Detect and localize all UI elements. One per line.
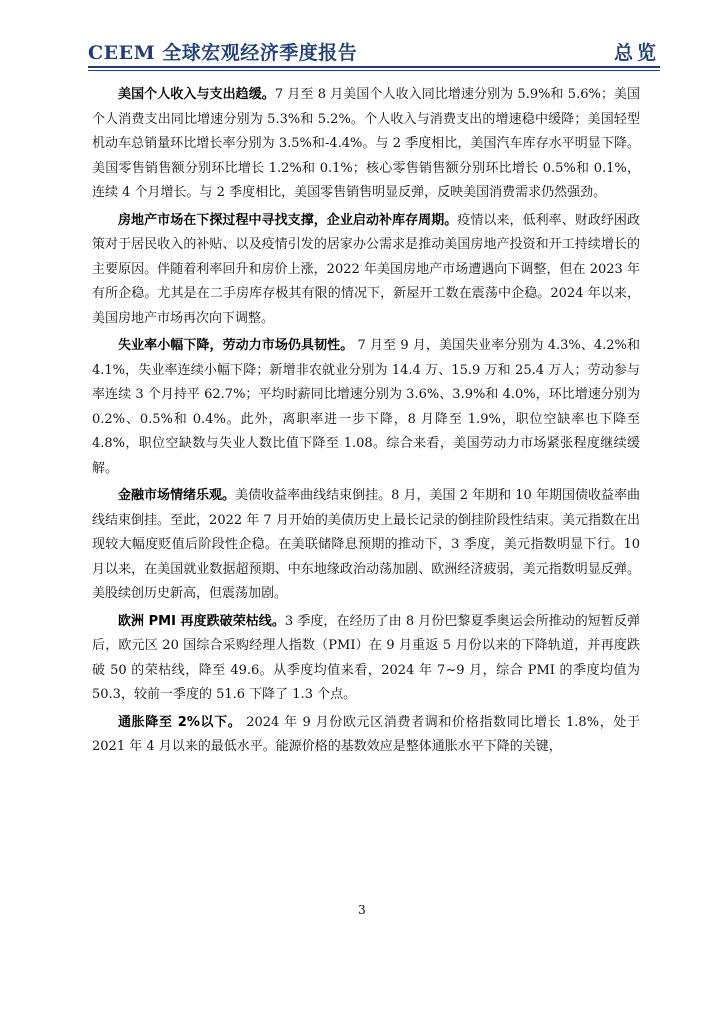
section-label: 总览 <box>613 42 660 64</box>
paragraph-us-income <box>92 83 640 206</box>
paragraph-real-estate <box>92 209 640 332</box>
body-text <box>92 83 640 763</box>
paragraph-body: 美债收益率曲线结束倒挂。8 月，美国 2 年期和 10 年期国债收益率曲线结束倒挂。至此，2022 年 7 月开始的美债历史上最长记录的倒挂阶段性结束。美元指数在出现较大幅度贬值后阶段性企稳。在美联储降息预期的推动下，3 季度，美元指数明显下行。10 月以来，在美国就业数据超预期、中东地缘政治动荡加剧、欧洲经济疲弱，美元指数明显反弹。美股续创历史新高，但震荡加剧。 <box>92 488 640 601</box>
paragraph-lead: 房地产市场在下探过程中寻找支撑，企业启动补库存周期。 <box>118 212 458 228</box>
paragraph-lead: 欧洲 PMI 再度跌破荣枯线。 <box>118 613 285 629</box>
paragraph-body: 7 月至 9 月，美国失业率分别为 4.3%、4.2%和 4.1%，失业率连续小幅下降；新增非农就业分别为 14.4 万、15.9 万和 25.4 万人；劳动参与率连续 3 个月持平 62.7%；平均时薪同比增速分别为 3.6%、3.9%和 4.0%，环比增速分别为 0.2%、0.5%和 0.4%。此外，离职率进一步下降，8 月降至 1.9%，职位空缺率也下降至 4.8%，职位空缺数与失业人数比值下降至 1.08。综合来看，美国劳动力市场紧张程度继续缓解。 <box>92 338 640 476</box>
paragraph-lead: 美国个人收入与支出趋缓。 <box>118 87 275 102</box>
paragraph-lead: 通胀降至 2%以下。 <box>118 714 242 730</box>
paragraph-inflation <box>92 711 640 760</box>
report-title: CEEM 全球宏观经济季度报告 <box>88 42 358 64</box>
paragraph-euro-pmi <box>92 610 640 708</box>
header-rule-thin <box>88 70 660 71</box>
page-header <box>88 36 660 68</box>
paragraph-body: 7 月至 8 月美国个人收入同比增速分别为 5.9%和 5.6%；美国个人消费支出同比增速分别为 5.3%和 5.2%。个人收入与消费支出的增速稳中缓降；美国轻型机动车总销量环比增长率分别为 3.5%和-4.4%。与 2 季度相比，美国汽车库存水平明显下降。美国零售销售额分别环比增长 1.2%和 0.1%；核心零售销售额分别环比增长 0.5%和 0.1%，连续 4 个月增长。与 2 季度相比，美国零售销售明显反弹，反映美国消费需求仍然强劲。 <box>92 87 640 200</box>
paragraph-lead: 金融市场情绪乐观。 <box>118 488 236 503</box>
page-number: 3 <box>358 903 366 917</box>
paragraph-body: 疫情以来，低利率、财政纾困政策对于居民收入的补贴、以及疫情引发的居家办公需求是推动美国房地产投资和开工持续增长的主要原因。伴随着利率回升和房价上涨，2022 年美国房地产市场遭遇向下调整，但在 2023 年有所企稳。尤其是在二手房库存极其有限的情况下，新屋开工数在震荡中企稳。2024 年以来，美国房地产市场再次向下调整。 <box>92 212 640 326</box>
paragraph-financial-market <box>92 484 640 607</box>
paragraph-lead: 失业率小幅下降，劳动力市场仍具韧性。 <box>118 338 354 353</box>
paragraph-labor-market <box>92 334 640 481</box>
paragraph-body: 3 季度，在经历了由 8 月份巴黎夏季奥运会所推动的短暂反弹后，欧元区 20 国综合采购经理人指数（PMI）在 9 月重返 5 月份以来的下降轨道，并再度跌破 50 的荣枯线，降至 49.6。从季度均值来看，2024 年 7~9 月，综合 PMI 的季度均值为 50.3，较前一季度的 51.6 下降了 1.3 个点。 <box>92 613 640 702</box>
paragraph-body: 2024 年 9 月份欧元区消费者调和价格指数同比增长 1.8%，处于 2021 年 4 月以来的最低水平。能源价格的基数效应是整体通胀水平下降的关键， <box>92 714 640 754</box>
header-rule <box>88 66 660 68</box>
